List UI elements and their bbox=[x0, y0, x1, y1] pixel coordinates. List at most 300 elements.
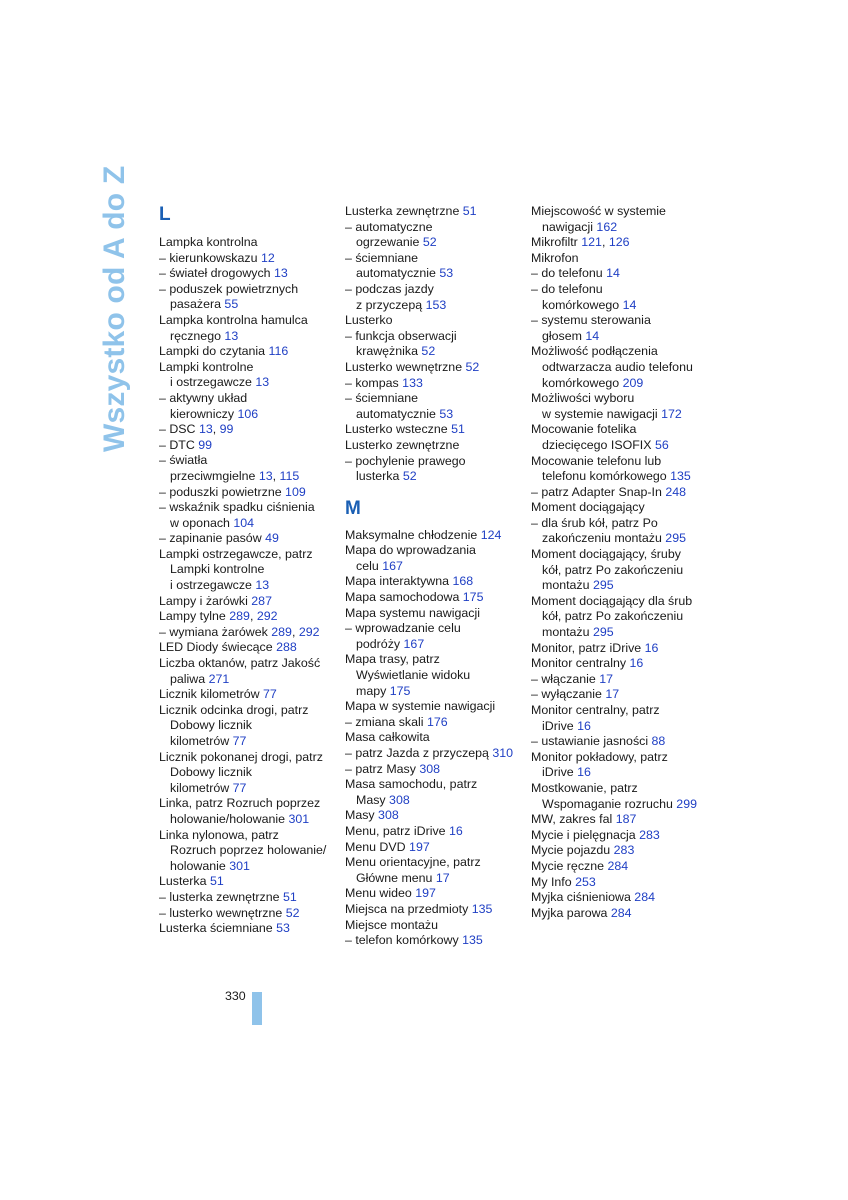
page-reference-link[interactable]: 284 bbox=[607, 858, 629, 873]
page-reference-link[interactable]: 99 bbox=[219, 422, 234, 437]
index-entry-text: Mapa samochodowa bbox=[345, 590, 463, 605]
page-reference-link[interactable]: 308 bbox=[419, 761, 441, 776]
index-entry bbox=[531, 438, 711, 454]
page-reference-link[interactable]: 51 bbox=[451, 422, 465, 437]
page-reference-link[interactable]: 53 bbox=[439, 406, 454, 421]
page-reference-link[interactable]: 175 bbox=[389, 683, 411, 698]
page-reference-link[interactable]: 13 bbox=[255, 375, 270, 390]
index-entry bbox=[531, 329, 711, 345]
index-entry bbox=[159, 781, 339, 797]
index-entry bbox=[531, 906, 711, 922]
index-entry-text: Licznik kilometrów bbox=[159, 687, 263, 702]
index-entry-text: – zmiana skali bbox=[345, 714, 427, 729]
page-reference-link[interactable]: 135 bbox=[670, 469, 691, 484]
index-entry-text: – pochylenie prawego bbox=[345, 453, 466, 468]
index-entry-text: automatycznie bbox=[356, 266, 440, 281]
index-entry-text: – dla śrub kół, patrz Po bbox=[531, 515, 658, 530]
index-entry bbox=[159, 750, 339, 766]
index-entry-text: podróży bbox=[356, 636, 404, 651]
index-entry-text: – ściemniane bbox=[345, 250, 419, 265]
index-entry bbox=[345, 746, 525, 762]
page-reference-link[interactable]: 299 bbox=[676, 796, 697, 811]
index-entry bbox=[531, 812, 711, 828]
index-entry-text: Lusterko wewnętrzne bbox=[345, 359, 466, 374]
index-entry bbox=[531, 298, 711, 314]
index-entry bbox=[159, 718, 339, 734]
page-reference-link[interactable]: 99 bbox=[198, 437, 213, 452]
index-entry bbox=[345, 376, 525, 392]
index-entry-text: paliwa bbox=[170, 671, 209, 686]
index-entry bbox=[345, 469, 525, 485]
page-reference-link[interactable]: 17 bbox=[435, 870, 450, 885]
index-entry-text: – światła bbox=[159, 453, 208, 468]
index-entry bbox=[345, 543, 525, 559]
index-entry bbox=[159, 344, 339, 360]
index-entry-text: Miejsca na przedmioty bbox=[345, 901, 472, 916]
page-reference-link[interactable]: 52 bbox=[422, 235, 437, 250]
page-reference-link[interactable]: 55 bbox=[224, 297, 239, 312]
page-reference-link[interactable]: 133 bbox=[402, 375, 423, 390]
index-entry-text: Mapa systemu nawigacji bbox=[345, 605, 480, 620]
index-entry bbox=[159, 594, 339, 610]
index-entry bbox=[531, 422, 711, 438]
index-entry-text: – wprowadzanie celu bbox=[345, 621, 461, 636]
index-entry bbox=[159, 282, 339, 298]
index-entry-text: – lusterka zewnętrzne bbox=[159, 889, 283, 904]
page-reference-link[interactable]: 253 bbox=[575, 874, 596, 889]
index-letter-heading: L bbox=[159, 204, 171, 225]
page-reference-link[interactable]: 295 bbox=[592, 625, 614, 640]
index-entry bbox=[345, 590, 525, 606]
index-entry bbox=[159, 266, 339, 282]
index-entry-text: – kierunkowskazu bbox=[159, 250, 261, 265]
page-reference-link[interactable]: 135 bbox=[462, 933, 483, 948]
page-reference-link[interactable]: 17 bbox=[599, 671, 613, 686]
index-entry bbox=[345, 559, 525, 575]
page-reference-link[interactable]: 56 bbox=[654, 437, 669, 452]
index-entry bbox=[531, 531, 711, 547]
index-entry-text: Menu orientacyjne, patrz bbox=[345, 855, 481, 870]
page-reference-link[interactable]: 289 bbox=[229, 609, 250, 624]
page-reference-link[interactable]: 167 bbox=[403, 636, 425, 651]
index-entry-text: – patrz Jazda z przyczepą bbox=[345, 746, 493, 760]
index-entry-text: – patrz Masy bbox=[345, 761, 420, 776]
index-entry-text: Lampki kontrolne bbox=[170, 562, 265, 577]
index-column-2 bbox=[345, 204, 525, 949]
index-entry bbox=[531, 500, 711, 516]
index-entry-text: – poduszki powietrzne bbox=[159, 484, 286, 499]
page-reference-link[interactable]: 308 bbox=[389, 792, 410, 807]
index-entry bbox=[345, 282, 525, 298]
index-entry bbox=[345, 730, 525, 746]
page-reference-link[interactable]: 53 bbox=[439, 266, 454, 281]
index-entry bbox=[345, 391, 525, 407]
index-entry bbox=[531, 594, 711, 610]
index-entry bbox=[345, 220, 525, 236]
index-entry-text: zakończeniu montażu bbox=[542, 531, 666, 546]
index-entry bbox=[345, 329, 525, 345]
index-entry bbox=[345, 407, 525, 423]
index-entry-text: Masy bbox=[356, 792, 390, 807]
index-entry bbox=[159, 906, 339, 922]
page-reference-link[interactable]: 14 bbox=[585, 328, 600, 343]
index-entry bbox=[531, 797, 711, 813]
index-entry-text: Wyświetlanie widoku bbox=[356, 668, 471, 683]
page-reference-link[interactable]: 124 bbox=[480, 527, 502, 542]
index-entry bbox=[159, 407, 339, 423]
page-reference-link[interactable]: 126 bbox=[608, 235, 630, 250]
page-reference-link[interactable]: 16 bbox=[577, 765, 591, 780]
page-reference-link[interactable]: 13 bbox=[255, 578, 270, 593]
page-reference-link[interactable]: 176 bbox=[426, 714, 448, 729]
index-entry bbox=[531, 687, 711, 703]
index-entry bbox=[345, 918, 525, 934]
page-reference-link[interactable]: 197 bbox=[409, 839, 430, 854]
index-entry-text: – do telefonu bbox=[531, 266, 607, 281]
index-entry bbox=[345, 840, 525, 856]
index-entry-text: ogrzewanie bbox=[356, 235, 423, 250]
page-reference-link[interactable]: 283 bbox=[639, 827, 660, 842]
section-side-title: Wszystko od A do Z bbox=[98, 165, 131, 452]
index-entry-text: i ostrzegawcze bbox=[170, 375, 256, 390]
index-entry bbox=[531, 719, 711, 735]
index-entry bbox=[345, 684, 525, 700]
index-entry-text: – telefon komórkowy bbox=[345, 933, 463, 948]
page-reference-link[interactable]: 88 bbox=[651, 734, 666, 749]
page-reference-link[interactable]: 77 bbox=[232, 734, 247, 748]
index-entry-text: – automatyczne bbox=[345, 219, 433, 234]
index-entry-text: – świateł drogowych bbox=[159, 266, 275, 281]
page-reference-link[interactable]: 121 bbox=[581, 235, 602, 250]
index-entry-text: Myjka ciśnieniowa bbox=[531, 890, 635, 905]
index-entry bbox=[531, 391, 711, 407]
index-entry-text: Mapa trasy, patrz bbox=[345, 652, 440, 667]
index-entry bbox=[531, 407, 711, 423]
page-reference-link[interactable]: 16 bbox=[577, 718, 591, 733]
page-reference-link[interactable]: 209 bbox=[622, 375, 644, 390]
page-reference-link[interactable]: 52 bbox=[421, 344, 436, 359]
index-entry bbox=[345, 777, 525, 793]
index-entry-text: Możliwość podłączenia bbox=[531, 344, 658, 359]
index-entry-text: Myjka parowa bbox=[531, 905, 611, 920]
index-entry bbox=[531, 251, 711, 267]
index-entry bbox=[345, 298, 525, 314]
index-entry-text: w oponach bbox=[170, 515, 234, 530]
index-entry-text: iDrive bbox=[542, 718, 578, 733]
index-entry-text: Mapa w systemie nawigacji bbox=[345, 699, 496, 714]
index-entry bbox=[345, 668, 525, 684]
page-reference-link[interactable]: 271 bbox=[208, 671, 230, 686]
page-reference-link[interactable]: 16 bbox=[448, 823, 463, 838]
index-entry bbox=[345, 528, 525, 544]
index-entry-text: kilometrów bbox=[170, 780, 233, 795]
index-entry-text: telefonu komórkowego bbox=[542, 469, 671, 484]
index-entry bbox=[345, 360, 525, 376]
page-reference-link[interactable]: 167 bbox=[382, 558, 403, 573]
page-reference-link[interactable]: 12 bbox=[260, 250, 275, 265]
page-reference-link[interactable]: 284 bbox=[634, 890, 655, 905]
page-reference-link[interactable]: 115 bbox=[279, 468, 300, 483]
index-entry-text: w systemie nawigacji bbox=[542, 406, 662, 421]
index-entry-text: Monitor centralny bbox=[531, 656, 630, 671]
index-entry bbox=[531, 469, 711, 485]
index-entry-text: Mapa do wprowadzania bbox=[345, 543, 476, 558]
index-entry: Mikrofiltr 121, 126 bbox=[531, 235, 630, 250]
index-entry bbox=[531, 859, 711, 875]
index-entry-text: LED Diody świecące bbox=[159, 640, 277, 655]
page-reference-link[interactable]: 13 bbox=[258, 468, 273, 483]
index-entry-text: My Info bbox=[531, 874, 576, 889]
index-letter-heading: M bbox=[345, 497, 361, 519]
index-entry bbox=[159, 828, 339, 844]
index-entry bbox=[531, 875, 711, 891]
index-entry bbox=[531, 266, 711, 282]
index-entry-text: Menu, patrz iDrive bbox=[345, 823, 449, 838]
index-entry bbox=[159, 890, 339, 906]
index-entry bbox=[345, 235, 525, 251]
index-entry-text: Licznik odcinka drogi, patrz bbox=[159, 702, 309, 717]
index-entry-text: – ściemniane bbox=[345, 391, 419, 406]
index-entry-text: Masa samochodu, patrz bbox=[345, 777, 478, 792]
index-entry-text: – do telefonu bbox=[531, 281, 603, 296]
index-entry bbox=[531, 609, 711, 625]
index-entry-text: Mocowanie fotelika bbox=[531, 422, 637, 437]
index-entry-text: Menu wideo bbox=[345, 886, 416, 901]
page-reference-link[interactable]: 288 bbox=[276, 640, 297, 655]
page-reference-link[interactable]: 116 bbox=[268, 344, 289, 359]
index-entry-text: odtwarzacza audio telefonu bbox=[542, 359, 693, 374]
index-entry-text: Linka nylonowa, patrz bbox=[159, 827, 279, 842]
index-entry bbox=[345, 251, 525, 267]
page-reference-link[interactable]: 52 bbox=[402, 469, 417, 484]
index-entry-text: – ustawianie jasności bbox=[531, 734, 652, 749]
index-entry bbox=[345, 824, 525, 840]
index-entry-text: Masa całkowita bbox=[345, 730, 430, 745]
index-entry-text: Lusterka ściemniane bbox=[159, 921, 277, 936]
index-entry-text: Lusterko zewnętrzne bbox=[345, 437, 460, 452]
index-entry bbox=[531, 313, 711, 329]
index-entry bbox=[345, 637, 525, 653]
index-entry bbox=[159, 329, 339, 345]
index-entry-text: przeciwmgielne bbox=[170, 468, 259, 483]
index-entry-text: Mostkowanie, patrz bbox=[531, 780, 638, 795]
page-reference-link[interactable]: 14 bbox=[606, 266, 620, 281]
index-entry bbox=[159, 438, 339, 454]
page-reference-link[interactable]: 77 bbox=[232, 780, 247, 795]
page-reference-link[interactable]: 301 bbox=[229, 858, 250, 873]
index-column-3 bbox=[531, 204, 711, 921]
index-entry-text: pasażera bbox=[170, 297, 225, 312]
index-entry-text: – wymiana żarówek bbox=[159, 624, 272, 639]
index-entry-text: Wspomaganie rozruchu bbox=[542, 796, 677, 811]
page-reference-link[interactable]: 292 bbox=[298, 624, 320, 639]
index-entry bbox=[531, 703, 711, 719]
index-entry bbox=[159, 765, 339, 781]
index-entry-text: Miejscowość w systemie bbox=[531, 204, 666, 218]
index-column-1 bbox=[159, 204, 339, 937]
index-entry-text: – poduszek powietrznych bbox=[159, 281, 299, 296]
index-entry-text: Mocowanie telefonu lub bbox=[531, 453, 662, 468]
index-entry-text: Mycie ręczne bbox=[531, 858, 608, 873]
index-entry-text: iDrive bbox=[542, 765, 578, 780]
page-reference-link[interactable]: 106 bbox=[237, 406, 259, 421]
page-reference-link[interactable]: 77 bbox=[262, 687, 277, 702]
index-entry-text: Moment dociągający dla śrub bbox=[531, 593, 693, 608]
page-reference-link[interactable]: 153 bbox=[425, 297, 447, 312]
index-entry-text: i ostrzegawcze bbox=[170, 578, 256, 593]
index-entry-text: – kompas bbox=[345, 375, 403, 390]
index-entry-text: głosem bbox=[542, 328, 586, 343]
page-reference-link[interactable]: 13 bbox=[198, 422, 213, 437]
page-reference-link[interactable]: 51 bbox=[282, 889, 297, 904]
page-reference-link[interactable]: 175 bbox=[462, 590, 484, 605]
index-entry-text: Lusterko bbox=[345, 313, 393, 328]
index-entry-text: Lampki kontrolne bbox=[159, 359, 254, 374]
index-entry bbox=[159, 562, 339, 578]
page-reference-link[interactable]: 14 bbox=[622, 297, 637, 312]
index-entry bbox=[345, 699, 525, 715]
page-reference-link[interactable]: 292 bbox=[256, 609, 278, 624]
index-entry bbox=[345, 715, 525, 731]
index-entry-text: montażu bbox=[542, 578, 593, 593]
index-entry-text: – funkcja obserwacji bbox=[345, 328, 457, 343]
page-reference-link[interactable]: 13 bbox=[224, 328, 239, 343]
index-entry-text: MW, zakres fal bbox=[531, 812, 616, 827]
index-entry-text: – DSC bbox=[159, 422, 199, 437]
page-reference-link[interactable]: 287 bbox=[251, 593, 272, 608]
index-entry bbox=[159, 578, 339, 594]
index-entry bbox=[345, 855, 525, 871]
page-reference-link[interactable]: 16 bbox=[644, 640, 659, 655]
index-entry-text: Moment dociągający bbox=[531, 500, 645, 515]
index-entry-text: mapy bbox=[356, 683, 390, 698]
page-reference-link[interactable]: 310 bbox=[492, 746, 514, 760]
index-entry-text: – zapinanie pasów bbox=[159, 531, 266, 546]
index-entry bbox=[531, 344, 711, 360]
index-entry-text: Lampy tylne bbox=[159, 609, 230, 624]
index-entry bbox=[345, 808, 525, 824]
index-entry bbox=[345, 344, 525, 360]
page-reference-link[interactable]: 197 bbox=[415, 886, 436, 901]
index-entry-text: Lampka kontrolna hamulca bbox=[159, 312, 308, 327]
page-reference-link[interactable]: 168 bbox=[452, 574, 474, 589]
index-entry-text: Maksymalne chłodzenie bbox=[345, 527, 481, 542]
page-reference-link[interactable]: 17 bbox=[605, 687, 620, 702]
page-reference-link[interactable]: 104 bbox=[233, 515, 255, 530]
index-entry bbox=[345, 621, 525, 637]
index-entry-text: Linka, patrz Rozruch poprzez bbox=[159, 796, 321, 811]
page-reference-link[interactable]: 187 bbox=[615, 812, 637, 827]
index-entry bbox=[159, 235, 339, 251]
index-entry-text: dziecięcego ISOFIX bbox=[542, 437, 655, 452]
page-reference-link[interactable]: 16 bbox=[629, 656, 644, 671]
page-reference-link[interactable]: 284 bbox=[610, 905, 632, 920]
index-entry bbox=[159, 687, 339, 703]
page-reference-link[interactable]: 135 bbox=[471, 901, 493, 916]
page-reference-link[interactable]: 162 bbox=[596, 219, 618, 234]
index-entry-text: – wyłączanie bbox=[531, 687, 606, 702]
index-entry bbox=[531, 672, 711, 688]
index-entry-text: Masy bbox=[345, 808, 379, 823]
index-entry-text: Lampka kontrolna bbox=[159, 235, 258, 249]
index-entry bbox=[531, 641, 711, 657]
index-entry: przeciwmgielne 13, 115 bbox=[170, 468, 300, 483]
page-reference-link[interactable]: 52 bbox=[285, 905, 300, 920]
page-reference-link[interactable]: 51 bbox=[462, 204, 477, 218]
index-entry-text: Główne menu bbox=[356, 870, 436, 885]
index-entry-text: Menu DVD bbox=[345, 839, 410, 854]
page-reference-link[interactable]: 172 bbox=[661, 406, 682, 421]
index-entry-text: Lampy i żarówki bbox=[159, 593, 252, 608]
index-entry-text: montażu bbox=[542, 625, 593, 640]
index-entry-text: automatycznie bbox=[356, 406, 440, 421]
page-reference-link[interactable]: 308 bbox=[378, 808, 399, 823]
index-entry bbox=[531, 282, 711, 298]
index-entry-text: kół, patrz Po zakończeniu bbox=[542, 609, 684, 624]
page-number: 330 bbox=[225, 989, 246, 1003]
index-entry-text: Lampki do czytania bbox=[159, 344, 269, 359]
index-entry bbox=[159, 251, 339, 267]
index-entry bbox=[531, 360, 711, 376]
index-entry-text: Lusterko wsteczne bbox=[345, 422, 452, 437]
index-entry bbox=[159, 734, 339, 750]
index-entry bbox=[345, 204, 525, 220]
index-entry bbox=[531, 890, 711, 906]
index-entry-text: – wskaźnik spadku ciśnienia bbox=[159, 500, 315, 515]
index-entry bbox=[345, 606, 525, 622]
index-entry bbox=[531, 563, 711, 579]
index-entry-text: Miejsce montażu bbox=[345, 917, 438, 932]
index-entry-text: holowanie bbox=[170, 858, 230, 873]
index-entry bbox=[159, 874, 339, 890]
index-entry-text: Monitor, patrz iDrive bbox=[531, 640, 645, 655]
index-entry bbox=[159, 531, 339, 547]
page-reference-link[interactable]: 53 bbox=[276, 921, 290, 936]
index-entry bbox=[159, 843, 339, 859]
page-reference-link[interactable]: 109 bbox=[285, 484, 306, 499]
index-entry bbox=[159, 812, 339, 828]
index-entry-text: Lusterka bbox=[159, 874, 210, 889]
page-reference-link[interactable]: 52 bbox=[465, 359, 480, 374]
page-reference-link[interactable]: 295 bbox=[665, 531, 686, 546]
page-marker-bar bbox=[252, 992, 262, 1025]
page-reference-link[interactable]: 49 bbox=[265, 531, 279, 546]
page-reference-link[interactable]: 289 bbox=[271, 624, 292, 639]
index-entry-text: kół, patrz Po zakończeniu bbox=[542, 562, 684, 577]
index-entry-text: Moment dociągający, śruby bbox=[531, 547, 681, 562]
index-entry bbox=[159, 297, 339, 313]
index-entry-text: kilometrów bbox=[170, 734, 233, 748]
index-entry-text: Lampki ostrzegawcze, patrz bbox=[159, 546, 313, 561]
page-reference-link[interactable]: 51 bbox=[209, 874, 224, 889]
index-entry bbox=[531, 578, 711, 594]
index-entry-text: komórkowego bbox=[542, 297, 623, 312]
page-reference-link[interactable]: 248 bbox=[665, 484, 687, 499]
index-entry-text: ręcznego bbox=[170, 328, 225, 343]
index-entry: – DSC 13, 99 bbox=[159, 422, 234, 437]
index-entry bbox=[159, 360, 339, 376]
page-reference-link[interactable]: 295 bbox=[592, 578, 614, 593]
page-reference-link[interactable]: 301 bbox=[288, 811, 310, 826]
index-entry: Lampy tylne 289, 292 bbox=[159, 609, 278, 624]
page-reference-link[interactable]: 13 bbox=[274, 266, 288, 281]
page-reference-link[interactable]: 283 bbox=[613, 843, 635, 858]
index-entry-text: Monitor pokładowy, patrz bbox=[531, 749, 668, 764]
index-entry-text: – włączanie bbox=[531, 671, 600, 686]
index-entry bbox=[345, 652, 525, 668]
index-entry bbox=[159, 391, 339, 407]
index-entry bbox=[345, 902, 525, 918]
